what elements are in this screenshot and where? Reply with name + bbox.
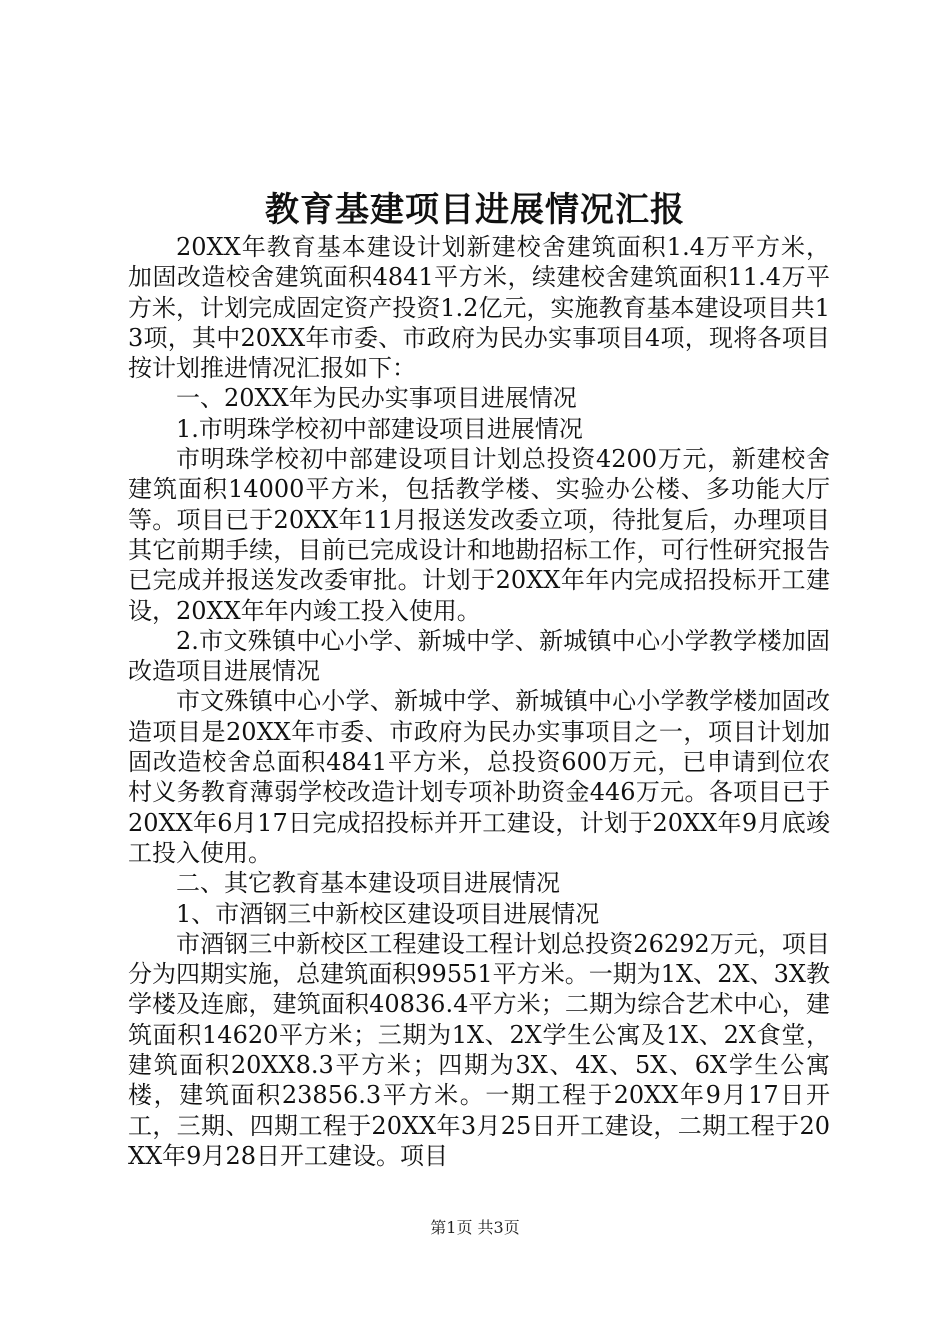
paragraph-mingzhu-school: 市明珠学校初中部建设项目计划总投资4200万元，新建校舍建筑面积14000平方米，包括教学楼、实验办公楼、多功能大厅等。项目已于20XX年11月报送发改委立项，待批复后，办理项目其它前期手续，目前已完成设计和地勘招标工作，可行性研究报告已完成并报送发改委审批。计划于20XX年年内完成招投标开工建设，20XX年年内竣工投入使用。 [128, 445, 830, 625]
document-body [128, 232, 830, 1171]
section-heading-2: 二、其它教育基本建设项目进展情况 [176, 869, 560, 898]
document-title: 教育基建项目进展情况汇报 [265, 190, 685, 230]
subsection-heading-2-1: 1、市酒钢三中新校区建设项目进展情况 [176, 899, 600, 928]
subsection-heading-1-1: 1.市明珠学校初中部建设项目进展情况 [176, 414, 583, 443]
page-footer: 第1页 共3页 [430, 1218, 520, 1237]
paragraph-intro: 20XX年教育基本建设计划新建校舍建筑面积1.4万平方米，加固改造校舍建筑面积4841平方米，续建校舍建筑面积11.4万平方米，计划完成固定资产投资1.2亿元，实施教育基本建设项目共13项，其中20XX年市委、市政府为民办实事项目4项，现将各项目按计划推进情况汇报如下： [128, 233, 830, 383]
section-heading-1: 一、20XX年为民办实事项目进展情况 [176, 384, 577, 413]
paragraph-wenshu-reinforcement: 市文殊镇中心小学、新城中学、新城镇中心小学教学楼加固改造项目是20XX年市委、市政府为民办实事项目之一，项目计划加固改造校舍总面积4841平方米，总投资600万元，已申请到位农村义务教育薄弱学校改造计划专项补助资金446万元。各项目已于20XX年6月17日完成招投标并开工建设，计划于20XX年9月底竣工投入使用。 [128, 687, 830, 867]
subsection-heading-1-2: 2.市文殊镇中心小学、新城中学、新城镇中心小学教学楼加固改造项目进展情况 [128, 626, 830, 686]
paragraph-jiugang-campus: 市酒钢三中新校区工程建设工程计划总投资26292万元，项目分为四期实施，总建筑面积99551平方米。一期为1X、2X、3X教学楼及连廊，建筑面积40836.4平方米；二期为综合艺术中心，建筑面积14620平方米；三期为1X、2X学生公寓及1X、2X食堂，建筑面积20XX8.3平方米；四期为3X、4X、5X、6X学生公寓楼，建筑面积23856.3平方米。一期工程于20XX年9月17日开工，三期、四期工程于20XX年3月25日开工建设，二期工程于20XX年9月28日开工建设。项目 [128, 929, 830, 1170]
